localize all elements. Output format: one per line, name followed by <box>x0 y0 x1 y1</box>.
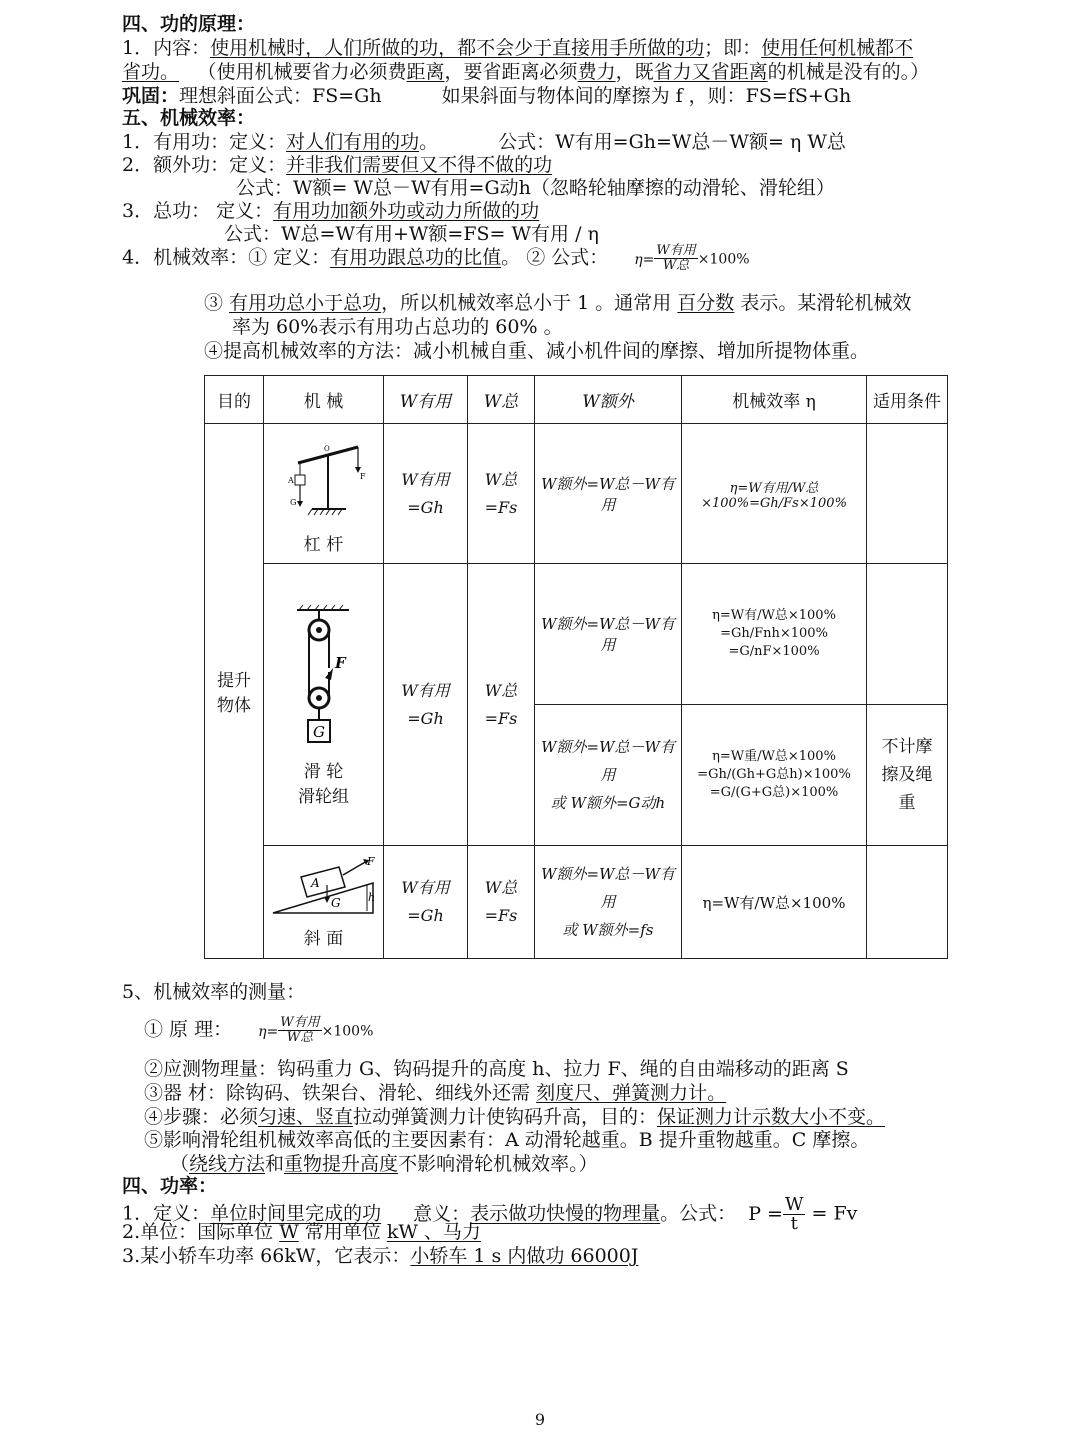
efficiency-note-3b: 率为 60%表示有用功占总功的 60% 。 <box>232 316 563 338</box>
header-efficiency: 机械效率 η <box>682 376 867 424</box>
efficiency-note-3 <box>204 291 911 315</box>
svg-text:F: F <box>359 471 366 481</box>
text: ④步骤：必须 <box>144 1106 259 1128</box>
incline-label: 斜 面 <box>303 929 344 949</box>
table-header-row <box>205 376 948 424</box>
incline-diagram <box>269 855 379 919</box>
total-work-formula: 公式：W总=W有用+W额=FS= W有用 / η <box>224 223 599 245</box>
header-total: W总 <box>468 376 535 424</box>
text: 常用单位 <box>304 1221 381 1243</box>
measurement-factors: ⑤影响滑轮组机械效率高低的主要因素有：A 动滑轮越重。B 提升重物越重。C 摩擦。 <box>144 1129 870 1151</box>
underlined-text: 省功。 <box>122 61 180 83</box>
eta-line: =Gh/(Gh+G总h)×100% <box>697 767 851 782</box>
underlined-text: 保证测力计示数大小不变。 <box>657 1106 886 1128</box>
extra-work-line <box>122 153 552 177</box>
label: 意义： <box>413 1202 471 1225</box>
percent: ×100% <box>321 1023 374 1040</box>
lever-extra: W额外=W总－W有用 <box>535 424 682 564</box>
label: 1．有用功：定义： <box>122 131 287 153</box>
pulley-total: W总=Fs <box>468 564 535 846</box>
pulley-extra-2 <box>535 705 682 846</box>
lever-efficiency: η=W有用/W总×100%=Gh/Fs×100% <box>682 424 867 564</box>
text: 2.单位：国际单位 <box>122 1221 274 1243</box>
header-extra: W额外 <box>535 376 682 424</box>
underlined-text: W <box>279 1221 299 1243</box>
measurement-title: 5、机械效率的测量： <box>122 981 306 1003</box>
label: 4．机械效率：① 定义： <box>122 246 331 269</box>
pulley-label: 滑 轮 <box>303 762 344 782</box>
work-principle-content-2 <box>122 60 929 84</box>
principle-fraction <box>278 1016 321 1045</box>
denominator: W总 <box>662 258 690 273</box>
formula-line: W额外=W总－W有用 <box>541 865 675 911</box>
text: ③器 材：除钩码、铁架台、滑轮、细线外还需 <box>144 1082 531 1104</box>
svg-text:F: F <box>334 654 346 672</box>
formula-line: 或 W额外=G动h <box>550 794 666 812</box>
header-machine: 机 械 <box>264 376 384 424</box>
denominator: t <box>790 1213 798 1234</box>
text: 。公式： <box>660 1202 737 1225</box>
lever-total: W总=Fs <box>468 424 535 564</box>
text: 如果斜面与物体间的摩擦为 f ，则：FS=fS+Gh <box>441 85 852 107</box>
text: 。 <box>419 131 439 153</box>
underlined-text: 使用机械时，人们所做的功，都不会少于直接用手所做的功 <box>210 37 705 59</box>
purpose-cell: 提升物体 <box>205 424 264 959</box>
label: 3．总功： 定义： <box>122 200 274 222</box>
work-principle-content <box>122 36 913 60</box>
text: ，所以机械效率总小于 1 。通常用 <box>381 292 672 314</box>
lever-machine-cell <box>264 424 384 564</box>
underlined-text: 刻度尺、弹簧测力计。 <box>536 1082 727 1104</box>
underlined-text: 表示做功快慢的物理量 <box>470 1202 661 1225</box>
text: 。 ② 公式： <box>501 246 609 269</box>
underlined-text: 对人们有用的功 <box>286 131 420 153</box>
incline-extra <box>535 846 682 959</box>
text: ，既 <box>615 61 654 83</box>
underlined-text: 小轿车 1 s 内做功 66000J <box>410 1245 639 1267</box>
text: ；即： <box>704 37 762 59</box>
text: 和 <box>265 1153 285 1175</box>
label: 巩固： <box>122 85 180 107</box>
svg-text:G: G <box>312 723 325 741</box>
underlined-text: 并非我们需要但又不得不做的功 <box>286 154 553 176</box>
eta-symbol: η= <box>634 251 655 268</box>
label: ① 原 理： <box>144 1018 233 1041</box>
power-symbol: P = <box>748 1202 783 1225</box>
pulley-efficiency-2 <box>682 705 867 846</box>
svg-text:F: F <box>366 855 375 868</box>
efficiency-note-4: ④提高机械效率的方法：减小机械自重、减小机件间的摩擦、增加所提物体重。 <box>204 340 870 362</box>
pulley-condition-1 <box>867 564 948 705</box>
underlined-text: 省力又省距离 <box>653 61 768 83</box>
pulley-extra-1: W额外=W总－W有用 <box>535 564 682 705</box>
incline-total: W总=Fs <box>468 846 535 959</box>
consolidation-line <box>122 84 851 108</box>
svg-text:A: A <box>310 876 320 890</box>
underlined-text: 有用功跟总功的比值 <box>330 246 502 269</box>
power-rhs: = Fv <box>811 1202 858 1225</box>
eta-symbol: η= <box>258 1023 279 1040</box>
page-number: 9 <box>534 1410 546 1429</box>
text: 不影响滑轮机械效率。） <box>398 1153 598 1175</box>
text: 3.某小轿车功率 66kW，它表示： <box>122 1245 411 1267</box>
eta-line: η=W重/W总×100% <box>712 749 836 764</box>
pulley-useful: W有用=Gh <box>384 564 468 846</box>
useful-work-line <box>122 130 846 154</box>
denominator: W总 <box>286 1030 314 1045</box>
underlined-text: 单位时间里完成的功 <box>210 1202 382 1225</box>
measurement-quantities: ②应测物理量：钩码重力 G、钩码提升的高度 h、拉力 F、绳的自由端移动的距离 S <box>144 1058 849 1080</box>
percent: ×100% <box>697 251 750 268</box>
eta-line: =Gh/Fnh×100% <box>720 626 828 641</box>
pulley-efficiency-1 <box>682 564 867 705</box>
extra-work-formula: 公式：W额= W总－W有用=G动h（忽略轮轴摩擦的动滑轮、滑轮组） <box>236 177 835 199</box>
pulley-condition: 不计摩擦及绳重 <box>867 705 948 846</box>
header-condition: 适用条件 <box>867 376 948 424</box>
numerator: W有用 <box>280 1015 320 1030</box>
header-purpose: 目的 <box>205 376 264 424</box>
underlined-text: 百分数 <box>677 292 735 314</box>
pulley-machine-cell <box>264 564 384 846</box>
pulley-group-label: 滑轮组 <box>298 787 349 807</box>
header-useful: W有用 <box>384 376 468 424</box>
underlined-text: 有用功加额外功或动力所做的功 <box>273 200 540 222</box>
text: 拉动弹簧测力计使钩码升高，目的： <box>353 1106 658 1128</box>
section-title-power: 四、功率： <box>122 1175 218 1197</box>
lever-useful: W有用=Gh <box>384 424 468 564</box>
formula: 公式：W有用=Gh=W总－W额= η W总 <box>498 131 846 153</box>
lever-diagram <box>276 433 372 525</box>
table-row-incline <box>205 846 948 959</box>
eta-line: η=W有/W总×100% <box>712 608 836 623</box>
lever-label: 杠 杆 <box>303 534 344 555</box>
table-row-lever <box>205 424 948 564</box>
numerator: W <box>784 1194 804 1215</box>
numerator: W有用 <box>656 243 696 258</box>
underlined-text: 有用功总小于总功 <box>229 292 382 314</box>
text: 的机械是没有的。） <box>767 61 930 83</box>
text: 理想斜面公式：FS=Gh <box>179 85 382 107</box>
formula-line: W额外=W总－W有用 <box>541 738 675 784</box>
svg-text:O: O <box>323 444 330 453</box>
measurement-principle <box>144 1016 373 1045</box>
underlined-text: 重物提升高度 <box>284 1153 399 1175</box>
eta-line: =G/(G+G总)×100% <box>709 785 839 800</box>
incline-condition <box>867 846 948 959</box>
underlined-text: 绕线方法 <box>189 1153 266 1175</box>
svg-text:G: G <box>289 497 296 507</box>
efficiency-fraction <box>654 244 697 273</box>
underlined-text: 匀速、竖直 <box>258 1106 354 1128</box>
pulley-diagram <box>289 602 359 752</box>
section-title-work-principle: 四、功的原理： <box>122 13 256 35</box>
label: 2．额外功：定义： <box>122 154 287 176</box>
section-title-efficiency: 五、机械效率： <box>122 107 256 129</box>
text: （使用机械要省力必须费 <box>207 61 407 83</box>
power-car-example <box>122 1244 638 1268</box>
table-row-pulley-1 <box>205 564 948 705</box>
machine-efficiency-table <box>204 375 948 959</box>
formula-line: 或 W额外=fs <box>562 921 654 939</box>
measurement-no-effect <box>170 1152 598 1176</box>
underlined-text: kW 、马力 <box>386 1221 481 1243</box>
incline-useful: W有用=Gh <box>384 846 468 959</box>
measurement-equipment <box>144 1081 726 1105</box>
text: ，要省距离必须 <box>444 61 578 83</box>
svg-text:h: h <box>367 891 375 904</box>
lever-condition <box>867 424 948 564</box>
eta-line: =G/nF×100% <box>728 644 820 659</box>
efficiency-line <box>122 244 750 273</box>
text: 表示。某滑轮机械效 <box>740 292 912 314</box>
text: （ <box>170 1153 190 1175</box>
incline-efficiency: η=W有/W总×100% <box>682 846 867 959</box>
incline-machine-cell <box>264 846 384 959</box>
underlined-text: 费力 <box>577 61 616 83</box>
svg-text:A: A <box>287 475 294 485</box>
measurement-steps <box>144 1105 885 1129</box>
underlined-text: 使用任何机械都不 <box>761 37 914 59</box>
power-unit <box>122 1220 481 1244</box>
svg-text:G: G <box>330 896 341 910</box>
underlined-text: 距离 <box>406 61 445 83</box>
total-work-line <box>122 199 539 223</box>
marker: ③ <box>204 292 224 314</box>
label: 1．内容： <box>122 37 211 59</box>
label: 1．定义： <box>122 1202 211 1225</box>
power-fraction <box>783 1196 806 1233</box>
